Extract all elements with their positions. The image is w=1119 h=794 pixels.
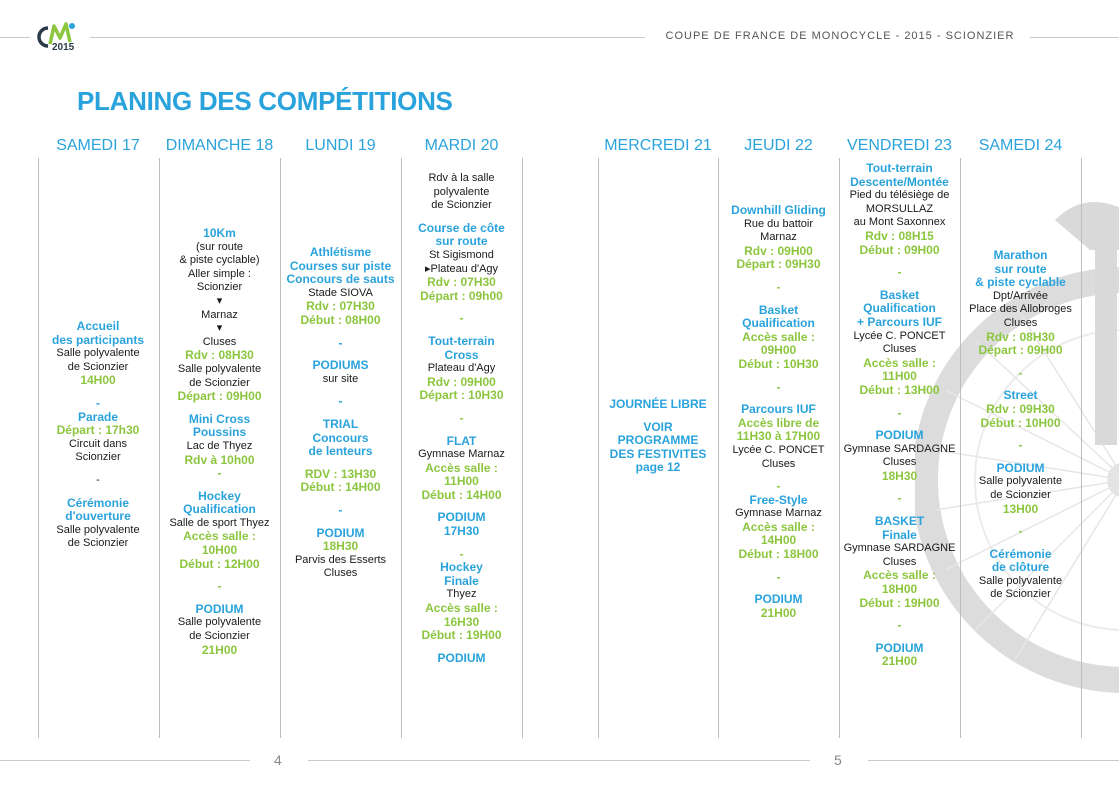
event-detail: Salle polyvalente [978, 574, 1063, 587]
event-detail: Pied du télésiège de [849, 189, 950, 202]
event-time: 14H00 [80, 373, 116, 388]
event-detail: Plateau d'Agy [427, 362, 496, 375]
event-detail: Gymnase SARDAGNE [843, 442, 956, 455]
event-time: 21H00 [881, 654, 918, 669]
event-title: Basket [879, 287, 920, 302]
event-detail: ▾ [216, 322, 223, 335]
day-events [598, 398, 718, 475]
event-title: PODIUM [316, 525, 365, 540]
event-title: des participants [51, 332, 145, 347]
header-rule-left [0, 37, 30, 38]
event-title: Tout-terrain [428, 333, 495, 348]
day-heading: MARDI 20 [424, 137, 499, 154]
column-divider [1081, 158, 1082, 738]
event-detail: de Scionzier [67, 537, 129, 550]
event-title: - [338, 335, 343, 350]
event-time: Accès salle : [183, 529, 256, 544]
event-detail: de Scionzier [431, 199, 492, 212]
event-detail: Rue du battoir [743, 217, 814, 230]
event-time: - [897, 491, 902, 506]
event-title: + Parcours IUF [856, 314, 943, 329]
event-detail: polyvalente [433, 185, 490, 198]
event-time: Rdv : 07H30 [427, 275, 496, 290]
event-time: - [776, 479, 781, 494]
event-title: de lenteurs [308, 444, 373, 459]
event-detail: Lycée C. PONCET [853, 329, 946, 342]
event-time: Rdv : 08H30 [185, 348, 254, 363]
event-time: 18H30 [322, 539, 359, 554]
event-title: Marathon [993, 248, 1048, 262]
day-events [718, 204, 839, 620]
event-detail: (sur route [195, 240, 244, 253]
event-title: - [96, 395, 100, 410]
event-detail: Aller simple : [188, 267, 251, 280]
event-title: Qualification [863, 301, 936, 316]
day-events [839, 162, 960, 669]
event-time: 11H00 [882, 369, 917, 384]
event-title: PODIUM [875, 428, 924, 443]
event-time: Départ : 09H00 [177, 389, 262, 404]
event-title: PODIUMS [312, 358, 369, 373]
day-column [401, 0, 522, 794]
event-time: - [459, 546, 464, 561]
event-time: 21H00 [760, 605, 797, 620]
event-time: 09H00 [760, 343, 797, 358]
event-detail: Lac de Thyez [186, 439, 253, 452]
event-detail: Stade SIOVA [308, 286, 373, 299]
event-title: Concours de sauts [286, 272, 395, 287]
event-time: Accès salle : [863, 568, 936, 583]
event-title: Cross [444, 347, 479, 362]
event-title: PODIUM [195, 601, 244, 616]
day-events [280, 246, 401, 581]
event-time: 18H30 [881, 468, 918, 483]
event-time: Départ : 17h30 [56, 423, 140, 438]
event-time: Accès salle : [742, 329, 815, 344]
event-detail: Marnaz [760, 231, 797, 244]
day-column [38, 0, 158, 794]
event-time: 11H00 [444, 474, 479, 489]
event-detail: Salle de sport Thyez [169, 516, 270, 529]
event-time: - [1018, 524, 1023, 539]
event-detail: - [96, 473, 100, 486]
event-detail: Place des Allobroges [969, 303, 1072, 316]
day-heading: DIMANCHE 18 [165, 137, 274, 154]
event-time: - [217, 579, 222, 594]
event-title: Finale [444, 573, 479, 588]
logo-year: 2015 [52, 42, 75, 53]
event-time: Accès salle : [425, 460, 498, 475]
event-detail: Circuit dans [68, 437, 128, 450]
event-title: Athlétisme [309, 245, 372, 259]
event-time: Départ : 09h00 [420, 288, 503, 303]
event-title: PROGRAMME [617, 433, 699, 448]
event-time: - [1018, 438, 1023, 453]
event-time: - [217, 466, 222, 481]
event-detail: de Scionzier [990, 488, 1051, 501]
column-divider [522, 158, 523, 738]
footer-rule-mid [308, 760, 810, 761]
event-detail: sur site [322, 372, 359, 385]
event-time: Rdv : 09H30 [986, 401, 1055, 416]
day-events [38, 320, 158, 551]
day-events [960, 249, 1081, 602]
event-time: Début : 13H00 [859, 382, 940, 397]
event-time: Début : 14H00 [300, 480, 381, 495]
event-title: Accueil [76, 319, 120, 333]
event-time: - [897, 405, 902, 420]
event-detail: Salle polyvalente [56, 347, 140, 360]
event-title: Cérémonie [66, 495, 130, 510]
event-time: - [459, 410, 464, 425]
event-time: Rdv : 07H30 [306, 299, 375, 314]
day-column [960, 0, 1081, 794]
footer-rule-left [0, 760, 250, 761]
event-detail: Salle polyvalente [177, 362, 262, 375]
event-detail: Scionzier [75, 451, 121, 464]
event-time: Départ : 09H00 [978, 343, 1063, 358]
event-detail: Cluses [882, 555, 917, 568]
event-detail: Salle polyvalente [56, 523, 140, 536]
event-title: - [338, 502, 343, 517]
event-detail: Gymnase Marnaz [418, 448, 505, 461]
day-heading: SAMEDI 24 [978, 137, 1063, 154]
event-title: DES FESTIVITES [609, 446, 707, 461]
event-detail: de Scionzier [990, 588, 1051, 601]
event-time: 18H00 [881, 582, 918, 597]
day-heading: JEUDI 22 [744, 137, 813, 154]
event-title: Qualification [742, 316, 815, 331]
event-time: Début : 18H00 [738, 547, 819, 562]
event-time: - [897, 265, 902, 280]
event-title: Mini Cross [188, 411, 251, 426]
event-title: Finale [882, 527, 917, 542]
day-heading: VENDREDI 23 [847, 137, 952, 154]
event-time: Rdv : 08H30 [986, 329, 1055, 344]
page-title: PLANING DES COMPÉTITIONS [77, 86, 453, 116]
event-time: Début : 19H00 [859, 595, 940, 610]
event-detail: Cluses [323, 567, 358, 580]
event-detail: de Scionzier [189, 376, 250, 389]
event-title: d'ouverture [65, 509, 131, 524]
event-detail: au Mont Saxonnex [853, 216, 946, 229]
event-title: Cérémonie [989, 546, 1052, 561]
event-detail: MORSULLAZ [865, 202, 934, 215]
event-time: Début : 10H00 [980, 415, 1061, 430]
event-detail: ▾ [216, 294, 223, 307]
event-detail: Scionzier [196, 281, 243, 294]
day-heading: MERCREDI 21 [604, 137, 712, 154]
event-title: Basket [758, 302, 799, 317]
event-time: Début : 09H00 [859, 242, 940, 257]
day-events [159, 227, 280, 657]
event-time: Accès salle : [742, 519, 815, 534]
event-title: - [338, 394, 343, 409]
event-title: Descente/Montée [850, 174, 949, 189]
event-title: PODIUM [754, 592, 803, 607]
event-title: TRIAL [322, 416, 359, 431]
event-time: Accès libre de [737, 415, 820, 430]
event-time: Début : 12H00 [179, 556, 260, 571]
event-time: Départ : 10H30 [419, 388, 504, 403]
event-time: Début : 10H30 [738, 356, 819, 371]
event-title: Parcours IUF [741, 402, 816, 417]
footer-rule-right [868, 760, 1119, 761]
event-time: 11H30 à 17H00 [736, 429, 821, 444]
event-title: Qualification [183, 502, 256, 517]
event-detail: Cluses [1003, 316, 1038, 329]
event-time: Début : 14H00 [421, 487, 502, 502]
event-detail: Rdv à la salle [428, 172, 495, 184]
event-detail: de Scionzier [189, 630, 250, 643]
event-title: 17H30 [443, 524, 480, 539]
event-title: PODIUM [875, 640, 924, 655]
day-column [718, 0, 839, 794]
event-title: Free-Style [749, 492, 808, 507]
event-title: Hockey [440, 560, 483, 575]
event-detail: Cluses [761, 457, 796, 470]
day-column [598, 0, 718, 794]
event-title: Parade [77, 409, 119, 424]
event-detail: Cluses [882, 456, 917, 469]
event-title: Courses sur piste [289, 258, 392, 273]
page-number-right: 5 [834, 752, 842, 768]
event-time: Accès salle : [863, 355, 936, 370]
event-detail: Marnaz [201, 308, 238, 321]
event-title: Concours [312, 430, 369, 445]
event-detail: Salle polyvalente [978, 475, 1063, 488]
event-title: JOURNÉE LIBRE [609, 397, 707, 411]
day-column [839, 0, 960, 794]
event-time: Rdv : 09H00 [427, 374, 496, 389]
event-spacer [38, 465, 158, 474]
event-time: 21H00 [201, 642, 238, 657]
event-title: & piste cyclable [975, 275, 1066, 290]
event-title: sur route [435, 234, 488, 249]
event-time: 10H00 [201, 543, 238, 558]
event-title: Downhill Gliding [731, 203, 826, 217]
event-time: - [776, 279, 781, 294]
event-detail: & piste cyclable) [179, 254, 260, 267]
event-title: Poussins [192, 425, 247, 440]
event-detail: St Sigismond [429, 248, 494, 261]
event-title: Tout-terrain [866, 161, 933, 175]
event-time: - [459, 311, 464, 326]
day-heading: LUNDI 19 [305, 137, 376, 154]
day-column [280, 0, 401, 794]
event-time: 14H00 [760, 533, 797, 548]
event-detail: ▸Plateau d'Agy [424, 262, 499, 275]
event-time: 16H30 [443, 614, 480, 629]
event-time: Départ : 09H30 [736, 257, 821, 272]
event-time: - [776, 379, 781, 394]
event-detail: Lycée C. PONCET [732, 443, 825, 456]
event-time: Rdv à 10h00 [184, 452, 255, 467]
event-time: Accès salle : [425, 601, 498, 616]
event-time: - [776, 569, 781, 584]
event-title: BASKET [874, 514, 925, 529]
event-time: Début : 19H00 [421, 628, 502, 643]
event-title: de clôture [991, 560, 1050, 575]
event-title: Course de côte [418, 220, 505, 235]
event-title: PODIUM [437, 510, 486, 525]
event-detail: Parvis des Esserts [294, 553, 387, 566]
event-time: - [897, 618, 902, 633]
event-time: Rdv : 08H15 [865, 228, 934, 243]
event-title: Hockey [198, 488, 241, 503]
day-column [159, 0, 280, 794]
event-detail: Thyez [446, 588, 477, 601]
event-time: 13H00 [1002, 501, 1039, 516]
event-time: Rdv : 09H00 [744, 243, 813, 258]
event-title: sur route [994, 261, 1047, 276]
event-title: FLAT [446, 433, 477, 448]
event-detail: Cluses [202, 335, 237, 348]
event-title: PODIUM [996, 460, 1045, 475]
event-detail: Dpt/Arrivée [992, 289, 1049, 302]
event-title: PODIUM [437, 650, 486, 665]
event-detail: Gymnase SARDAGNE [843, 542, 956, 555]
event-detail: Salle polyvalente [177, 616, 262, 629]
event-title: Street [1003, 388, 1038, 403]
event-time: RDV : 13H30 [304, 466, 377, 481]
day-events [401, 172, 522, 665]
event-detail: Cluses [882, 343, 917, 356]
event-detail: de Scionzier [67, 360, 129, 373]
event-title: 10Km [203, 226, 236, 240]
page-number-left: 4 [274, 752, 282, 768]
event-time: - [1018, 365, 1023, 380]
event-title: VOIR [643, 419, 673, 434]
event-title: page 12 [635, 460, 681, 475]
day-heading: SAMEDI 17 [56, 137, 140, 154]
header-title: COUPE DE FRANCE DE MONOCYCLE - 2015 - SCIONZIER [650, 30, 1030, 42]
event-time: Début : 08H00 [300, 312, 381, 327]
event-detail: Gymnase Marnaz [735, 507, 822, 520]
